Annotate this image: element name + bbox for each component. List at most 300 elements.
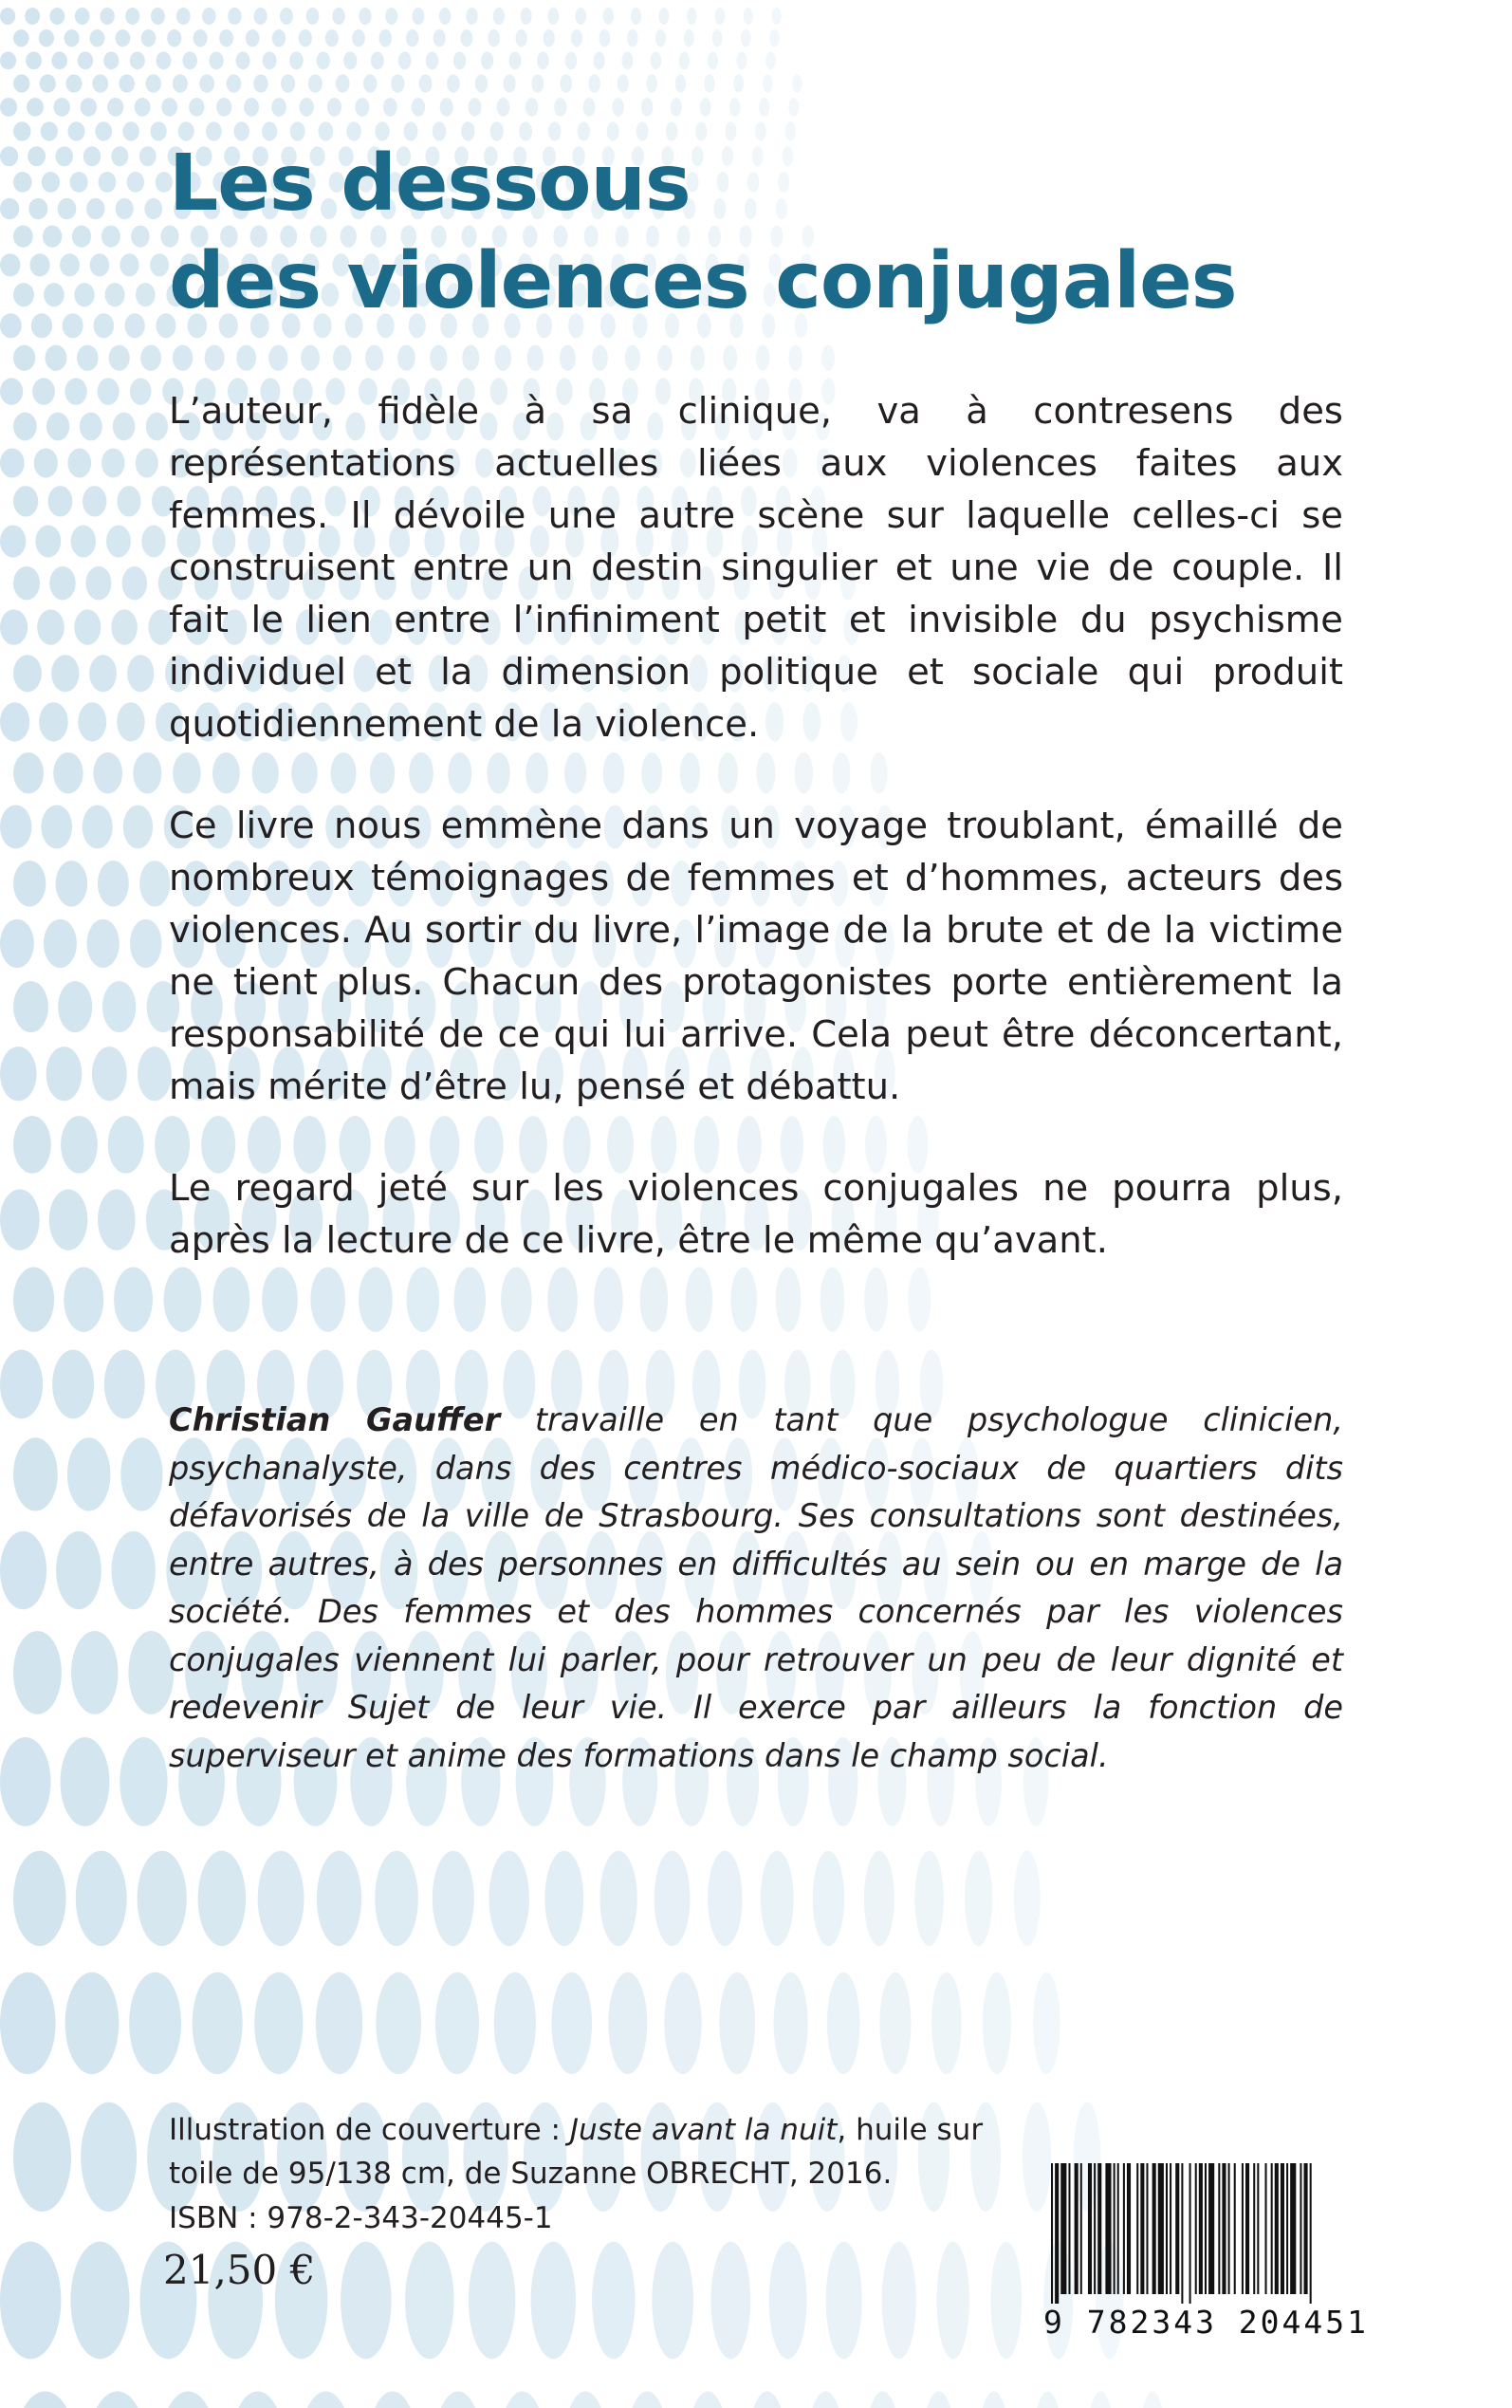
- pattern-dot: [657, 345, 673, 371]
- pattern-dot: [612, 98, 624, 117]
- pattern-dot: [120, 253, 138, 276]
- pattern-dot: [0, 1531, 46, 1609]
- pattern-dot: [914, 1851, 944, 1946]
- pattern-dot: [469, 98, 482, 117]
- pattern-dot: [230, 2391, 286, 2408]
- pattern-dot: [105, 283, 125, 306]
- pattern-dot: [13, 752, 44, 794]
- pattern-dot: [371, 51, 384, 69]
- pattern-dot: [173, 345, 193, 371]
- pattern-dot: [1023, 2102, 1051, 2212]
- pattern-dot: [0, 1189, 40, 1250]
- barcode-bar: [1123, 2163, 1125, 2294]
- pattern-dot: [41, 806, 72, 849]
- pattern-dot: [571, 29, 582, 46]
- pattern-dot: [13, 1116, 51, 1174]
- pattern-dot: [13, 1631, 62, 1714]
- pattern-dot: [494, 1973, 536, 2074]
- pattern-dot: [28, 198, 47, 220]
- barcode-bar: [1080, 2163, 1082, 2294]
- pattern-dot: [139, 146, 157, 166]
- pattern-dot: [65, 74, 82, 92]
- barcode-bar: [1228, 2163, 1230, 2294]
- pattern-dot: [497, 98, 510, 117]
- price: 21,50 €: [163, 2247, 316, 2293]
- barcode-bar: [1088, 2163, 1092, 2294]
- pattern-dot: [385, 8, 397, 25]
- pattern-dot: [759, 98, 769, 117]
- pattern-dot: [37, 609, 65, 644]
- pattern-dot: [103, 51, 119, 69]
- pattern-dot: [193, 1973, 243, 2074]
- pattern-dot: [0, 2242, 61, 2360]
- pattern-dot: [65, 1973, 120, 2074]
- pattern-dot: [117, 702, 144, 741]
- pattern-dot: [141, 29, 156, 46]
- pattern-dot: [53, 98, 70, 117]
- pattern-dot: [135, 98, 151, 117]
- pattern-dot: [43, 225, 62, 247]
- pattern-dot: [625, 2391, 670, 2408]
- pattern-dot: [127, 655, 154, 692]
- pattern-dot: [13, 172, 32, 193]
- pattern-dot: [788, 345, 802, 371]
- pattern-dot: [460, 29, 472, 46]
- pattern-dot: [0, 448, 25, 477]
- pattern-dot: [13, 486, 38, 516]
- pattern-dot: [281, 74, 295, 92]
- pattern-dot: [227, 74, 242, 92]
- pattern-dot: [141, 525, 165, 557]
- pattern-dot: [49, 1189, 88, 1250]
- credit-prefix: Illustration de couverture :: [169, 2113, 570, 2147]
- pattern-dot: [921, 2391, 956, 2408]
- pattern-dot: [28, 146, 46, 166]
- pattern-dot: [13, 121, 31, 140]
- pattern-dot: [488, 29, 500, 46]
- barcode-bar: [1253, 2163, 1255, 2294]
- title-line-1: Les dessous: [169, 139, 691, 229]
- pattern-dot: [107, 98, 123, 117]
- pattern-dot: [130, 378, 152, 404]
- pattern-dot: [81, 98, 97, 117]
- pattern-dot: [13, 655, 42, 692]
- pattern-dot: [139, 861, 170, 906]
- pattern-dot: [75, 8, 90, 25]
- pattern-dot: [712, 29, 723, 46]
- pattern-dot: [140, 345, 161, 371]
- pattern-dot: [83, 806, 113, 849]
- isbn: ISBN : 978-2-343-20445-1: [169, 2201, 553, 2235]
- pattern-dot: [603, 8, 614, 25]
- pattern-dot: [489, 1851, 528, 1946]
- pattern-dot: [531, 2242, 576, 2360]
- barcode-bar: [1170, 2163, 1171, 2294]
- pattern-dot: [289, 51, 304, 69]
- pattern-dot: [58, 198, 77, 220]
- pattern-dot: [236, 345, 256, 371]
- pattern-dot: [74, 609, 101, 644]
- pattern-dot: [106, 525, 131, 557]
- pattern-dot: [769, 29, 779, 46]
- pattern-dot: [447, 74, 460, 92]
- pattern-dot: [120, 1437, 162, 1510]
- pattern-dot: [44, 919, 77, 968]
- pattern-dot: [655, 29, 666, 46]
- pattern-dot: [426, 51, 439, 69]
- pattern-dot: [453, 51, 466, 69]
- pattern-dot: [111, 609, 138, 644]
- pattern-dot: [379, 29, 393, 46]
- pattern-dot: [131, 225, 150, 247]
- pattern-dot: [521, 8, 532, 25]
- barcode-bar: [1175, 2163, 1179, 2294]
- pattern-dot: [144, 198, 162, 220]
- pattern-dot: [95, 121, 112, 140]
- pattern-dot: [228, 8, 241, 25]
- pattern-dot: [127, 172, 144, 193]
- pattern-dot: [202, 8, 216, 25]
- pattern-dot: [13, 2102, 71, 2212]
- pattern-dot: [101, 448, 124, 477]
- pattern-dot: [747, 2391, 788, 2408]
- barcode-bar: [1290, 2163, 1296, 2294]
- pattern-dot: [158, 2391, 217, 2408]
- pattern-dot: [90, 253, 110, 276]
- pattern-dot: [625, 345, 640, 371]
- pattern-dot: [687, 2391, 729, 2408]
- pattern-dot: [235, 51, 249, 69]
- pattern-dot: [258, 1851, 304, 1946]
- pattern-dot: [45, 345, 66, 371]
- pattern-dot: [46, 413, 69, 441]
- pattern-dot: [189, 98, 204, 117]
- pattern-dot: [253, 74, 267, 92]
- pattern-dot: [167, 29, 181, 46]
- pattern-dot: [13, 1268, 54, 1332]
- pattern-dot: [119, 74, 135, 92]
- pattern-dot: [879, 1973, 911, 2074]
- pattern-dot: [352, 29, 365, 46]
- pattern-dot: [136, 448, 158, 477]
- pattern-dot: [376, 1973, 421, 2074]
- description-paragraph-1: L’auteur, fidèle à sa clinique, va à contresens des représentations actuelles liées aux violences faites aux femmes. Il dévoile une autre scène sur laquelle celles-ci se construisent entre un destin singulier et une vie de couple. Il fait le lien entre l’infiniment petit et invisible du psychisme individuel et la dimension politique et sociale qui produit quotidiennement de la violence.: [169, 390, 1343, 746]
- pattern-dot: [46, 1047, 83, 1101]
- pattern-dot: [113, 413, 136, 441]
- pattern-dot: [700, 98, 711, 117]
- pattern-dot: [469, 2242, 515, 2360]
- barcode-bar: [1195, 2163, 1197, 2294]
- pattern-dot: [608, 1973, 647, 2074]
- pattern-dot: [67, 448, 91, 477]
- pattern-dot: [254, 1973, 303, 2074]
- pattern-dot: [412, 98, 425, 117]
- pattern-dot: [85, 566, 111, 601]
- pattern-dot: [0, 378, 23, 404]
- pattern-dot: [109, 345, 130, 371]
- pattern-dot: [316, 1973, 362, 2074]
- barcode-bar: [1152, 2163, 1156, 2294]
- pattern-dot: [104, 1350, 145, 1419]
- barcode-bar: [1275, 2163, 1279, 2294]
- pattern-dot: [1014, 1851, 1041, 1946]
- pattern-dot: [711, 2242, 751, 2360]
- pattern-dot: [123, 806, 153, 849]
- pattern-dot: [765, 51, 776, 69]
- barcode-bar: [1265, 2163, 1267, 2294]
- pattern-dot: [31, 313, 52, 338]
- pattern-dot: [769, 2242, 807, 2360]
- pattern-dot: [92, 74, 108, 92]
- pattern-dot: [413, 8, 425, 25]
- pattern-dot: [547, 8, 559, 25]
- pattern-dot: [81, 2102, 137, 2212]
- pattern-dot: [821, 345, 835, 371]
- pattern-dot: [0, 1737, 51, 1826]
- pattern-dot: [61, 1116, 98, 1174]
- pattern-dot: [308, 74, 323, 92]
- barcode-digits: 9 782343 204451: [1043, 2304, 1370, 2341]
- pattern-dot: [41, 121, 58, 140]
- pattern-dot: [89, 29, 104, 46]
- pattern-dot: [363, 74, 377, 92]
- pattern-dot: [708, 51, 718, 69]
- pattern-dot: [13, 1437, 58, 1510]
- barcode-icon: [1049, 2163, 1334, 2304]
- pattern-dot: [173, 74, 188, 92]
- credit-suffix: , huile sur toile de 95/138 cm, de Suzanne OBRECHT, 2016.: [169, 2113, 984, 2191]
- pattern-dot: [299, 29, 312, 46]
- pattern-dot: [0, 8, 15, 25]
- pattern-dot: [67, 121, 84, 140]
- pattern-dot: [56, 861, 88, 906]
- pattern-dot: [723, 345, 737, 371]
- pattern-dot: [325, 29, 339, 46]
- pattern-dot: [98, 1189, 136, 1250]
- description-paragraph-2: Ce livre nous emmène dans un voyage troublant, émaillé de nombreux témoignages de femmes et d’hommes, acteurs des violences. Au sortir du livre, l’image de la brute et de la victime ne tient plus. Chacun des protagonistes porte entièrement la responsabilité de ce qui lui arrive. Cela peut être déconcertant, mais mérite d’être lu, pensé et débattu.: [169, 805, 1343, 1108]
- pattern-dot: [336, 74, 350, 92]
- pattern-dot: [551, 1973, 592, 2074]
- pattern-dot: [433, 29, 446, 46]
- pattern-dot: [466, 8, 477, 25]
- pattern-dot: [433, 2391, 483, 2408]
- pattern-dot: [741, 29, 751, 46]
- pattern-dot: [101, 225, 120, 247]
- pattern-dot: [39, 702, 68, 741]
- pattern-dot: [317, 1851, 361, 1946]
- pattern-dot: [306, 8, 320, 25]
- pattern-dot: [788, 98, 799, 117]
- pattern-dot: [272, 29, 286, 46]
- pattern-dot: [599, 1851, 636, 1946]
- pattern-dot: [0, 198, 19, 220]
- pattern-dot: [146, 74, 161, 92]
- pattern-dot: [651, 51, 662, 69]
- pattern-dot: [116, 198, 134, 220]
- pattern-dot: [86, 2391, 148, 2408]
- pattern-dot: [49, 566, 76, 601]
- pattern-dot: [0, 51, 16, 69]
- pattern-dot: [737, 51, 747, 69]
- pattern-dot: [87, 919, 120, 968]
- pattern-dot: [658, 8, 669, 25]
- pattern-dot: [343, 51, 357, 69]
- pattern-dot: [151, 8, 165, 25]
- pattern-dot: [93, 313, 114, 338]
- pattern-dot: [29, 253, 49, 276]
- pattern-dot: [263, 51, 277, 69]
- pattern-dot: [120, 1737, 167, 1826]
- barcode-bar: [1068, 2163, 1070, 2294]
- pattern-dot: [0, 98, 17, 117]
- pattern-dot: [58, 981, 92, 1032]
- pattern-dot: [515, 29, 526, 46]
- pattern-dot: [641, 98, 653, 117]
- barcode-bar: [1205, 2163, 1207, 2294]
- pattern-dot: [64, 1268, 103, 1332]
- pattern-dot: [254, 8, 267, 25]
- pattern-dot: [475, 74, 488, 92]
- barcode-bar: [1105, 2163, 1111, 2294]
- pattern-dot: [27, 98, 44, 117]
- pattern-dot: [715, 8, 725, 25]
- pattern-dot: [560, 345, 576, 371]
- pattern-dot: [317, 51, 330, 69]
- barcode-bar: [1286, 2163, 1288, 2294]
- pattern-dot: [61, 1737, 110, 1826]
- pattern-dot: [130, 51, 145, 69]
- pattern-dot: [0, 313, 22, 338]
- pattern-dot: [72, 225, 91, 247]
- pattern-dot: [39, 29, 54, 46]
- pattern-dot: [1086, 2391, 1116, 2408]
- pattern-dot: [78, 51, 93, 69]
- pattern-dot: [268, 345, 287, 371]
- pattern-dot: [544, 29, 555, 46]
- pattern-dot: [71, 525, 96, 557]
- pattern-dot: [526, 98, 538, 117]
- pattern-dot: [116, 29, 131, 46]
- pattern-dot: [71, 1631, 118, 1714]
- pattern-dot: [60, 253, 80, 276]
- pattern-dot: [114, 1268, 153, 1332]
- pattern-dot: [826, 2242, 862, 2360]
- pattern-dot: [13, 225, 33, 247]
- pattern-dot: [13, 29, 29, 46]
- barcode-bar: [1181, 2163, 1183, 2304]
- pattern-dot: [406, 29, 418, 46]
- barcode-bar: [1075, 2163, 1079, 2294]
- pattern-dot: [83, 146, 101, 166]
- pattern-dot: [806, 2391, 845, 2408]
- pattern-dot: [618, 74, 629, 92]
- pattern-dot: [102, 981, 136, 1032]
- pattern-dot: [42, 172, 60, 193]
- pattern-dot: [744, 8, 753, 25]
- author-name: Christian Gauffer: [169, 1401, 501, 1438]
- illustration-credit: [169, 2108, 985, 2195]
- barcode-bar: [1097, 2163, 1101, 2294]
- pattern-dot: [592, 2242, 635, 2360]
- pattern-dot: [503, 74, 515, 92]
- pattern-dot: [774, 1973, 808, 2074]
- pattern-dot: [47, 486, 72, 516]
- pattern-dot: [13, 566, 40, 601]
- pattern-dot: [983, 1973, 1011, 2074]
- pattern-dot: [1138, 2391, 1166, 2408]
- pattern-dot: [150, 253, 169, 276]
- pattern-dot: [397, 345, 415, 371]
- author-bio-text: travaille en tant que psychologue clinicien, psychanalyste, dans des centres médico-sociaux de quartiers dits défavorisés de la ville de Strasbourg. Ses consultations sont destinées, entre autres, à des personnes en difficultés au sein ou en marge de la société. Des femmes et des hommes concernés par les violences conjugales viennent lui parler, pour retrouver un peu de leur dignité et redevenir Sujet de leur vie. Il exerce par ailleurs la fonction de superviseur et anime des formations dans le champ social.: [169, 1401, 1343, 1774]
- pattern-dot: [51, 655, 79, 692]
- pattern-dot: [92, 1047, 127, 1101]
- pattern-dot: [40, 74, 56, 92]
- barcode-bar: [1245, 2163, 1249, 2294]
- barcode-bar: [1114, 2163, 1116, 2294]
- pattern-dot: [0, 1350, 43, 1419]
- pattern-dot: [161, 98, 177, 117]
- pattern-dot: [813, 1851, 844, 1946]
- pattern-dot: [26, 51, 42, 69]
- barcode-bar: [1094, 2163, 1096, 2294]
- pattern-dot: [157, 51, 172, 69]
- barcode-bar: [1234, 2163, 1236, 2294]
- pattern-dot: [719, 1973, 755, 2074]
- book-title: [169, 135, 1355, 330]
- pattern-dot: [560, 74, 572, 92]
- barcode-bar: [1199, 2163, 1203, 2294]
- pattern-dot: [419, 74, 433, 92]
- barcode-bar: [1304, 2163, 1308, 2294]
- pattern-dot: [494, 345, 511, 371]
- pattern-dot: [772, 8, 782, 25]
- pattern-dot: [493, 8, 505, 25]
- pattern-dot: [355, 98, 369, 117]
- pattern-dot: [332, 8, 344, 25]
- pattern-dot: [86, 198, 104, 220]
- pattern-dot: [882, 2242, 916, 2360]
- pattern-dot: [684, 29, 694, 46]
- pattern-dot: [150, 121, 166, 140]
- pattern-dot: [52, 1350, 94, 1419]
- pattern-dot: [433, 1851, 474, 1946]
- pattern-dot: [56, 1531, 101, 1609]
- pattern-dot: [359, 8, 371, 25]
- pattern-dot: [80, 413, 102, 441]
- pattern-dot: [664, 1973, 701, 2074]
- barcode-bar: [1300, 2163, 1301, 2294]
- pattern-dot: [679, 51, 690, 69]
- pattern-dot: [383, 98, 397, 117]
- pattern-dot: [124, 313, 144, 338]
- pattern-dot: [481, 51, 493, 69]
- pattern-dot: [864, 2391, 901, 2408]
- pattern-dot: [13, 981, 48, 1032]
- pattern-dot: [756, 345, 770, 371]
- barcode-bar: [1146, 2163, 1148, 2294]
- barcode-bar: [1310, 2163, 1312, 2304]
- pattern-dot: [594, 51, 605, 69]
- pattern-dot: [13, 1851, 66, 1946]
- pattern-dot: [93, 752, 122, 794]
- pattern-dot: [0, 1973, 56, 2074]
- pattern-dot: [763, 74, 773, 92]
- pattern-dot: [761, 1851, 794, 1946]
- pattern-dot: [1033, 1973, 1060, 2074]
- pattern-dot: [63, 313, 83, 338]
- pattern-dot: [366, 2391, 418, 2408]
- credit-work-title: Juste avant la nuit: [569, 2113, 838, 2147]
